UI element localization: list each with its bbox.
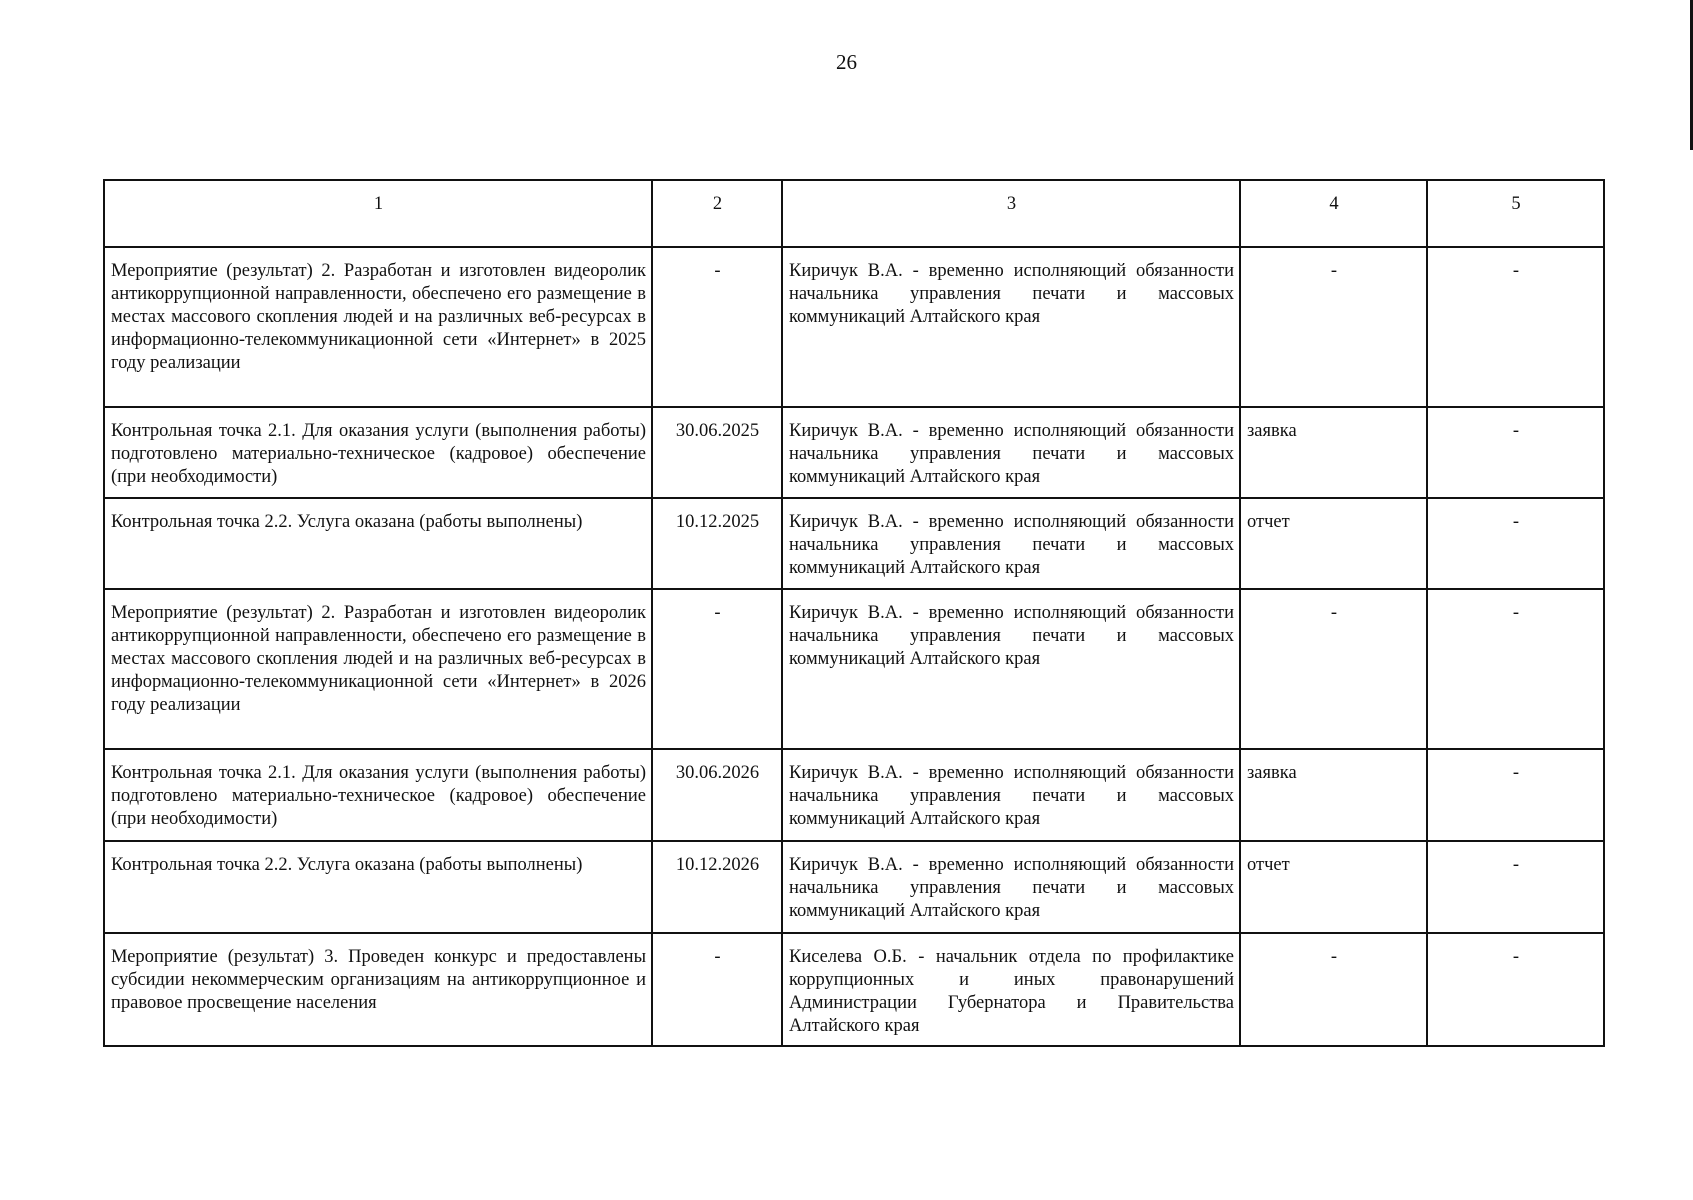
table-row — [104, 841, 1604, 933]
page-number: 26 — [836, 50, 857, 74]
table-row — [104, 589, 1604, 749]
column-header-3: 3 — [782, 180, 1240, 247]
column-header-1: 1 — [104, 180, 652, 247]
deadline-cell: - — [652, 589, 782, 749]
event-description: Мероприятие (результат) 2. Разработан и изготовлен видеоролик антикоррупционной направленности, обеспечено его размещение в местах массового скопления людей и на различных веб-ресурсах в информационно-телекоммуникационной сети «Интернет» в 2025 году реализации — [104, 247, 652, 407]
info-system-cell: - — [1427, 498, 1604, 589]
event-description: Контрольная точка 2.2. Услуга оказана (работы выполнены) — [104, 498, 652, 589]
event-description: Контрольная точка 2.1. Для оказания услуги (выполнения работы) подготовлено материально-техническое (кадровое) обеспечение (при необходимости) — [104, 749, 652, 841]
deadline-cell: 10.12.2025 — [652, 498, 782, 589]
responsible-cell: Киричук В.А. - временно исполняющий обязанности начальника управления печати и массовых коммуникаций Алтайского края — [782, 589, 1240, 749]
event-description: Мероприятие (результат) 3. Проведен конкурс и предоставлены субсидии некоммерческим организациям на антикоррупционное и правовое просвещение населения — [104, 933, 652, 1046]
document-type-cell: отчет — [1240, 498, 1427, 589]
event-description: Контрольная точка 2.1. Для оказания услуги (выполнения работы) подготовлено материально-техническое (кадровое) обеспечение (при необходимости) — [104, 407, 652, 498]
document-type-cell: заявка — [1240, 407, 1427, 498]
responsible-cell: Киричук В.А. - временно исполняющий обязанности начальника управления печати и массовых коммуникаций Алтайского края — [782, 498, 1240, 589]
document-type-cell: - — [1240, 933, 1427, 1046]
table-row — [104, 498, 1604, 589]
info-system-cell: - — [1427, 749, 1604, 841]
column-header-4: 4 — [1240, 180, 1427, 247]
deadline-cell: 30.06.2026 — [652, 749, 782, 841]
responsible-cell: Киричук В.А. - временно исполняющий обязанности начальника управления печати и массовых коммуникаций Алтайского края — [782, 841, 1240, 933]
events-table — [103, 179, 1605, 1047]
info-system-cell: - — [1427, 589, 1604, 749]
event-description: Контрольная точка 2.2. Услуга оказана (работы выполнены) — [104, 841, 652, 933]
info-system-cell: - — [1427, 841, 1604, 933]
table-row — [104, 749, 1604, 841]
deadline-cell: 10.12.2026 — [652, 841, 782, 933]
document-type-cell: отчет — [1240, 841, 1427, 933]
table-row — [104, 407, 1604, 498]
responsible-cell: Киричук В.А. - временно исполняющий обязанности начальника управления печати и массовых коммуникаций Алтайского края — [782, 247, 1240, 407]
responsible-cell: Киричук В.А. - временно исполняющий обязанности начальника управления печати и массовых коммуникаций Алтайского края — [782, 407, 1240, 498]
responsible-cell: Киричук В.А. - временно исполняющий обязанности начальника управления печати и массовых коммуникаций Алтайского края — [782, 749, 1240, 841]
responsible-cell: Киселева О.Б. - начальник отдела по профилактике коррупционных и иных правонарушений Администрации Губернатора и Правительства Алтайского края — [782, 933, 1240, 1046]
table-row — [104, 933, 1604, 1046]
document-type-cell: заявка — [1240, 749, 1427, 841]
document-type-cell: - — [1240, 589, 1427, 749]
deadline-cell: 30.06.2025 — [652, 407, 782, 498]
deadline-cell: - — [652, 933, 782, 1046]
column-header-5: 5 — [1427, 180, 1604, 247]
table-header-row — [104, 180, 1604, 247]
column-header-2: 2 — [652, 180, 782, 247]
table-row — [104, 247, 1604, 407]
info-system-cell: - — [1427, 247, 1604, 407]
info-system-cell: - — [1427, 933, 1604, 1046]
deadline-cell: - — [652, 247, 782, 407]
document-type-cell: - — [1240, 247, 1427, 407]
event-description: Мероприятие (результат) 2. Разработан и изготовлен видеоролик антикоррупционной направленности, обеспечено его размещение в местах массового скопления людей и на различных веб-ресурсах в информационно-телекоммуникационной сети «Интернет» в 2026 году реализации — [104, 589, 652, 749]
info-system-cell: - — [1427, 407, 1604, 498]
